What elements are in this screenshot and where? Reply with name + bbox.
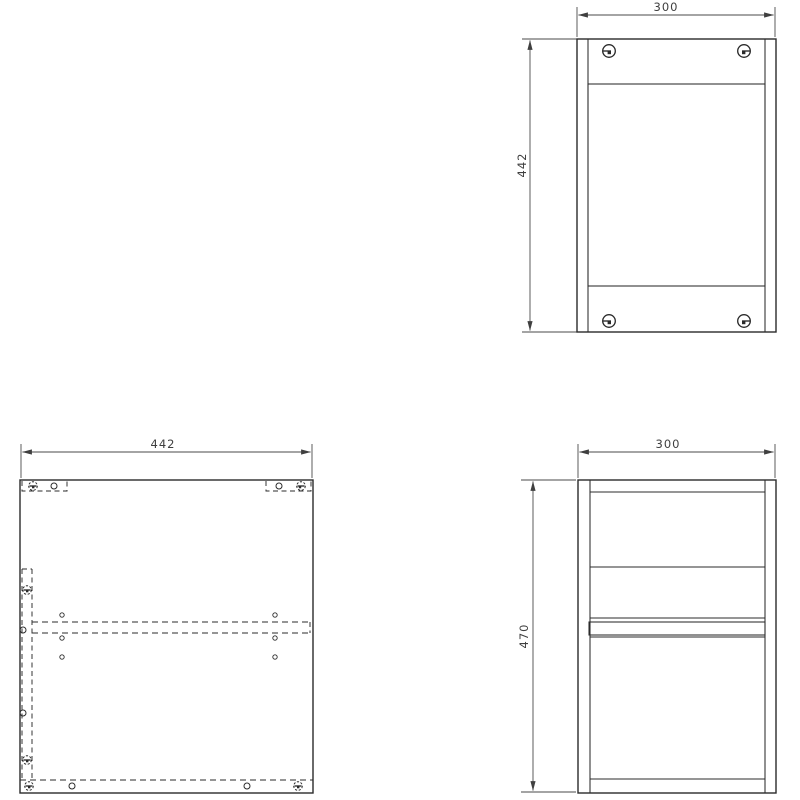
dimension-height-442 [515,39,577,332]
side-panel-drawing [515,0,776,332]
dim-label-width: 442 [150,437,176,451]
bottom-panel-drawing [20,437,313,793]
dimension-width-442 [21,437,312,478]
front-view-drawing [517,437,776,793]
dimension-width-300 [578,437,775,478]
dim-label-height: 470 [517,623,531,649]
dimension-height-470 [517,480,576,792]
dimension-width-300 [577,0,775,37]
dim-label-width: 300 [655,437,681,451]
dim-label-width: 300 [653,0,679,14]
panel-outline [577,39,776,332]
dim-label-height: 442 [515,152,529,178]
